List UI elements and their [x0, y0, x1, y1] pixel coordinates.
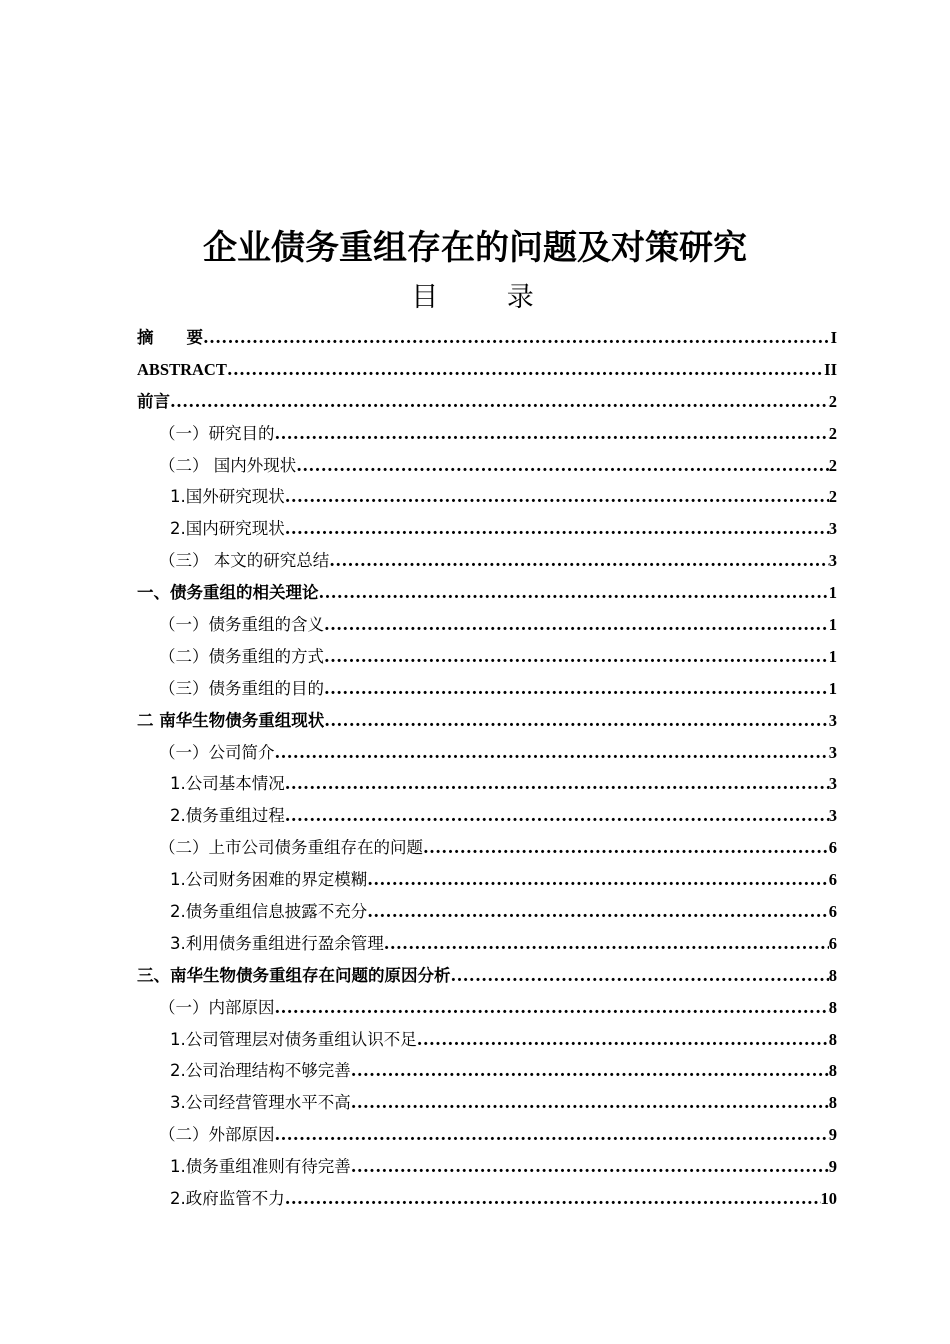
toc-leader-dots: [227, 354, 824, 386]
toc-page-number: 6: [828, 902, 837, 922]
toc-entry[interactable]: [137, 896, 837, 928]
toc-leader-dots: [384, 928, 829, 960]
table-of-contents: [137, 322, 837, 1215]
toc-entry-label: （二） 国内外现状: [159, 455, 297, 475]
toc-leader-dots: [275, 1119, 829, 1151]
toc-entry[interactable]: [137, 386, 837, 418]
toc-page-number: 6: [828, 870, 837, 890]
toc-entry-label: 1.债务重组准则有待完善: [170, 1157, 351, 1177]
document-title: 企业债务重组存在的问题及对策研究: [203, 228, 747, 268]
toc-entry-label: 三、南华生物债务重组存在问题的原因分析: [137, 965, 451, 985]
toc-page-number: 8: [828, 965, 837, 985]
toc-page-number: 3: [828, 551, 837, 571]
toc-leader-dots: [451, 960, 829, 992]
toc-page-number: 10: [820, 1189, 837, 1209]
toc-entry[interactable]: [137, 545, 837, 577]
toc-page-number: 1: [828, 678, 837, 698]
toc-leader-dots: [275, 418, 829, 450]
toc-heading: 目 录: [411, 282, 564, 313]
toc-entry-label: （三） 本文的研究总结: [159, 551, 330, 571]
toc-entry-label: 3.公司经营管理水平不高: [170, 1093, 351, 1113]
toc-entry[interactable]: [137, 513, 837, 545]
toc-page-number: I: [830, 328, 837, 347]
toc-page-number: 6: [828, 933, 837, 953]
toc-leader-dots: [275, 992, 829, 1024]
toc-entry[interactable]: [137, 609, 837, 641]
toc-page-number: 9: [828, 1125, 837, 1145]
toc-page-number: 1: [828, 583, 837, 603]
toc-leader-dots: [367, 864, 829, 896]
toc-page-number: 8: [828, 1029, 837, 1049]
toc-entry-label: 2.政府监管不力: [170, 1189, 285, 1209]
toc-leader-dots: [367, 896, 829, 928]
toc-leader-dots: [285, 800, 829, 832]
toc-leader-dots: [170, 386, 829, 418]
toc-page-number: 2: [828, 455, 837, 475]
toc-entry[interactable]: [137, 641, 837, 673]
toc-entry[interactable]: [137, 1183, 837, 1215]
toc-entry-label: 2.国内研究现状: [170, 519, 285, 539]
toc-page-number: 3: [828, 519, 837, 539]
toc-leader-dots: [285, 481, 829, 513]
toc-entry-label: 1.公司基本情况: [170, 774, 285, 794]
toc-leader-dots: [285, 513, 829, 545]
toc-page-number: 1: [828, 615, 837, 635]
toc-page-number: 9: [828, 1157, 837, 1177]
toc-entry[interactable]: [137, 864, 837, 896]
toc-page-number: 8: [828, 1093, 837, 1113]
toc-entry-label: （三）债务重组的目的: [159, 678, 324, 698]
toc-entry[interactable]: [137, 450, 837, 482]
toc-entry-label: 1.公司管理层对债务重组认识不足: [170, 1029, 417, 1049]
toc-entry[interactable]: [137, 705, 837, 737]
toc-entry-label: （二）外部原因: [159, 1125, 275, 1145]
toc-entry[interactable]: [137, 481, 837, 513]
toc-leader-dots: [324, 705, 829, 737]
toc-entry[interactable]: [137, 1119, 837, 1151]
toc-entry[interactable]: [137, 737, 837, 769]
toc-entry-label: 3.利用债务重组进行盈余管理: [170, 933, 384, 953]
toc-entry[interactable]: [137, 1055, 837, 1087]
toc-page-number: 2: [828, 391, 837, 411]
toc-entry-label: 2.债务重组信息披露不充分: [170, 902, 368, 922]
toc-entry-label: （二）上市公司债务重组存在的问题: [159, 838, 423, 858]
toc-entry[interactable]: [137, 322, 837, 354]
toc-entry-label: （一）债务重组的含义: [159, 615, 324, 635]
toc-entry[interactable]: [137, 354, 837, 386]
toc-page-number: 2: [828, 487, 837, 507]
toc-page-number: 8: [828, 997, 837, 1017]
toc-entry-label: （一）公司简介: [159, 742, 275, 762]
toc-leader-dots: [329, 545, 829, 577]
toc-entry[interactable]: [137, 992, 837, 1024]
toc-page-number: 1: [828, 646, 837, 666]
toc-entry-label: ABSTRACT: [137, 359, 227, 379]
toc-leader-dots: [285, 1183, 821, 1215]
toc-leader-dots: [351, 1087, 829, 1119]
toc-entry-label: 1.公司财务困难的界定模糊: [170, 870, 368, 890]
toc-entry[interactable]: [137, 1087, 837, 1119]
toc-entry-label: （一）研究目的: [159, 423, 275, 443]
toc-entry-label: （一）内部原因: [159, 997, 275, 1017]
toc-leader-dots: [351, 1151, 829, 1183]
toc-entry[interactable]: [137, 928, 837, 960]
toc-page-number: 3: [828, 710, 837, 730]
toc-entry[interactable]: [137, 418, 837, 450]
toc-entry[interactable]: [137, 960, 837, 992]
toc-leader-dots: [324, 641, 829, 673]
toc-leader-dots: [203, 322, 831, 354]
toc-leader-dots: [324, 673, 829, 705]
toc-page-number: II: [824, 359, 837, 379]
toc-entry-label: 摘 要: [137, 328, 203, 347]
toc-entry[interactable]: [137, 1024, 837, 1056]
toc-leader-dots: [417, 1024, 829, 1056]
toc-entry[interactable]: [137, 1151, 837, 1183]
toc-entry-label: （二）债务重组的方式: [159, 646, 324, 666]
toc-page-number: 6: [828, 838, 837, 858]
toc-entry-label: 一、债务重组的相关理论: [137, 583, 319, 603]
toc-entry[interactable]: [137, 577, 837, 609]
toc-page-number: 3: [828, 774, 837, 794]
toc-leader-dots: [296, 450, 829, 482]
toc-entry-label: 前言: [137, 391, 170, 411]
toc-entry[interactable]: [137, 768, 837, 800]
toc-entry[interactable]: [137, 832, 837, 864]
toc-page-number: 3: [828, 806, 837, 826]
toc-leader-dots: [275, 737, 829, 769]
toc-entry-label: 2.债务重组过程: [170, 806, 285, 826]
toc-leader-dots: [423, 832, 829, 864]
toc-leader-dots: [285, 768, 829, 800]
toc-entry[interactable]: [137, 673, 837, 705]
toc-entry-label: 二 南华生物债务重组现状: [137, 710, 325, 730]
toc-entry-label: 2.公司治理结构不够完善: [170, 1061, 351, 1081]
toc-page-number: 2: [828, 423, 837, 443]
toc-entry-label: 1.国外研究现状: [170, 487, 285, 507]
toc-leader-dots: [351, 1055, 829, 1087]
toc-entry[interactable]: [137, 800, 837, 832]
toc-leader-dots: [319, 577, 829, 609]
toc-page-number: 8: [828, 1061, 837, 1081]
toc-leader-dots: [324, 609, 829, 641]
toc-page-number: 3: [828, 742, 837, 762]
